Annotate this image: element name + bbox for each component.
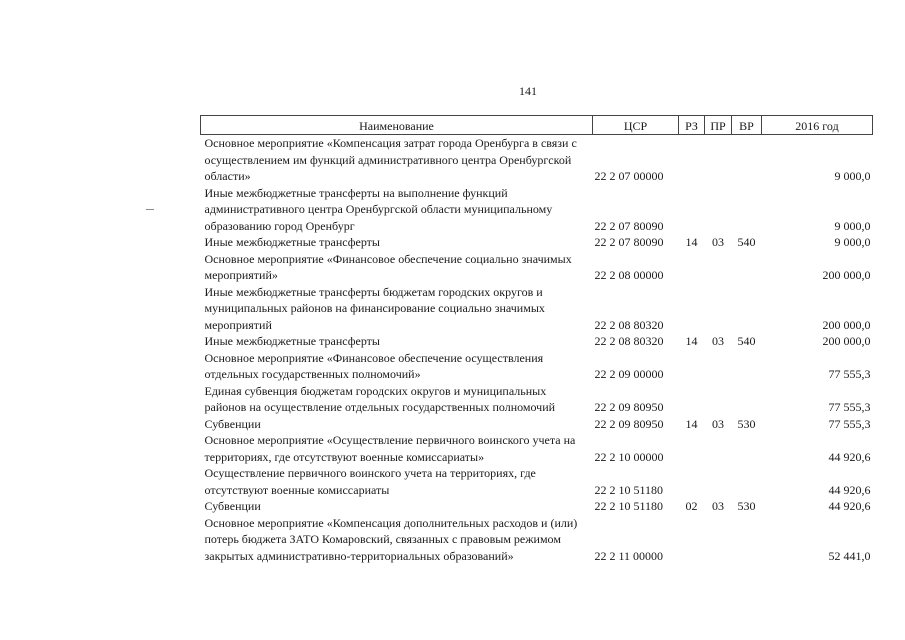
table-row <box>201 234 873 251</box>
row-sum: 9 000,0 <box>834 169 871 183</box>
table-row <box>201 416 873 433</box>
row-name: Единая субвенция бюджетам городских округов и муниципальных районов на осуществление отдельных государственных полномочий <box>204 383 556 414</box>
row-rz: 14 <box>685 416 698 431</box>
row-csr: 22 2 07 80090 <box>594 235 664 249</box>
row-sum: 44 920,6 <box>828 499 871 513</box>
header-sum-2016: 2016 год <box>762 116 873 135</box>
row-pr <box>705 515 732 565</box>
row-name: Осуществление первичного воинского учета на территориях, где отсутствуют военные комиссариаты <box>204 466 536 497</box>
row-pr: 03 <box>712 499 724 513</box>
table-header <box>201 116 873 135</box>
row-csr: 22 2 08 80320 <box>594 317 664 332</box>
row-name: Основное мероприятие «Финансовое обеспечение осуществления отдельных государственных полномочий» <box>204 350 544 381</box>
row-rz <box>679 350 705 383</box>
table-row <box>201 135 873 185</box>
row-name: Субвенции <box>204 416 261 431</box>
row-vr <box>732 465 762 498</box>
row-vr: 530 <box>737 499 756 513</box>
row-vr <box>732 515 762 565</box>
row-vr <box>732 383 762 416</box>
table-row <box>201 185 873 235</box>
row-vr: 540 <box>737 334 756 348</box>
row-sum: 200 000,0 <box>822 268 871 282</box>
row-pr <box>705 185 732 235</box>
row-pr <box>705 251 732 284</box>
row-name: Основное мероприятие «Компенсация дополнительных расходов и (или) потерь бюджета ЗАТО Комаровский, связанных с правовым режимом закрытых административно-территориальных образований» <box>204 515 578 563</box>
row-csr: 22 2 09 80950 <box>594 416 664 431</box>
row-sum: 200 000,0 <box>822 334 871 348</box>
row-vr: 540 <box>737 235 756 249</box>
row-csr: 22 2 09 00000 <box>594 367 664 381</box>
row-vr: 530 <box>737 416 756 431</box>
row-csr: 22 2 11 00000 <box>594 548 664 563</box>
row-name: Основное мероприятие «Осуществление первичного воинского учета на территориях, где отсутствуют военные комиссариаты» <box>204 433 576 464</box>
row-rz <box>679 251 705 284</box>
row-name: Основное мероприятие «Финансовое обеспечение социально значимых мероприятий» <box>204 251 572 282</box>
row-csr: 22 2 07 80090 <box>594 218 664 233</box>
row-csr: 22 2 08 80320 <box>594 334 664 348</box>
row-sum: 9 000,0 <box>834 235 871 249</box>
row-sum: 9 000,0 <box>834 218 871 233</box>
row-csr: 22 2 10 51180 <box>594 482 664 497</box>
row-csr: 22 2 08 00000 <box>594 268 664 282</box>
row-rz <box>679 284 705 334</box>
scan-artifact <box>146 209 154 210</box>
row-sum: 77 555,3 <box>828 367 871 381</box>
row-rz <box>679 432 705 465</box>
row-name: Основное мероприятие «Компенсация затрат города Оренбурга в связи с осуществлением им функций административного центра Оренбургской области» <box>204 136 577 183</box>
row-vr <box>732 185 762 235</box>
table-row <box>201 251 873 284</box>
row-pr <box>705 383 732 416</box>
row-sum: 44 920,6 <box>828 449 871 464</box>
row-sum: 44 920,6 <box>828 482 871 497</box>
header-row <box>201 116 873 135</box>
row-rz <box>679 383 705 416</box>
row-csr: 22 2 10 51180 <box>594 499 664 513</box>
row-pr: 03 <box>712 334 724 348</box>
table-body <box>201 135 873 565</box>
table-row <box>201 515 873 565</box>
row-rz <box>679 465 705 498</box>
row-pr: 03 <box>712 235 724 249</box>
page-number: 141 <box>519 84 537 98</box>
row-csr: 22 2 09 80950 <box>594 400 664 414</box>
row-pr <box>705 284 732 334</box>
row-name: Иные межбюджетные трансферты бюджетам городских округов и муниципальных районов на финансирование социально значимых мероприятий <box>204 284 545 332</box>
header-vr: ВР <box>732 116 762 135</box>
row-rz <box>679 515 705 565</box>
row-sum: 52 441,0 <box>828 548 871 563</box>
table-row <box>201 350 873 383</box>
row-rz: 14 <box>685 235 698 249</box>
row-pr <box>705 432 732 465</box>
row-name: Иные межбюджетные трансферты <box>204 334 380 348</box>
table-row <box>201 284 873 334</box>
row-name: Иные межбюджетные трансферты на выполнение функций административного центра Оренбургской области муниципальному образованию город Оренбург <box>204 185 553 233</box>
row-rz <box>679 135 705 185</box>
table-row <box>201 333 873 350</box>
row-vr <box>732 135 762 185</box>
row-vr <box>732 251 762 284</box>
row-rz: 14 <box>685 334 698 348</box>
table-row <box>201 498 873 515</box>
row-csr: 22 2 07 00000 <box>594 169 664 183</box>
row-rz <box>679 185 705 235</box>
row-sum: 200 000,0 <box>822 317 871 332</box>
header-csr: ЦСР <box>593 116 679 135</box>
row-name: Иные межбюджетные трансферты <box>204 235 380 249</box>
table-row <box>201 465 873 498</box>
header-name: Наименование <box>201 116 593 135</box>
row-sum: 77 555,3 <box>828 400 871 414</box>
row-csr: 22 2 10 00000 <box>594 449 664 464</box>
row-pr <box>705 135 732 185</box>
header-rz: РЗ <box>679 116 705 135</box>
table-row <box>201 383 873 416</box>
row-vr <box>732 284 762 334</box>
budget-table <box>200 115 873 564</box>
row-vr <box>732 350 762 383</box>
table-row <box>201 432 873 465</box>
row-pr: 03 <box>712 416 724 431</box>
header-pr: ПР <box>705 116 732 135</box>
row-pr <box>705 465 732 498</box>
row-sum: 77 555,3 <box>828 416 871 431</box>
row-name: Субвенции <box>204 499 261 513</box>
row-pr <box>705 350 732 383</box>
row-rz: 02 <box>685 499 698 513</box>
row-vr <box>732 432 762 465</box>
